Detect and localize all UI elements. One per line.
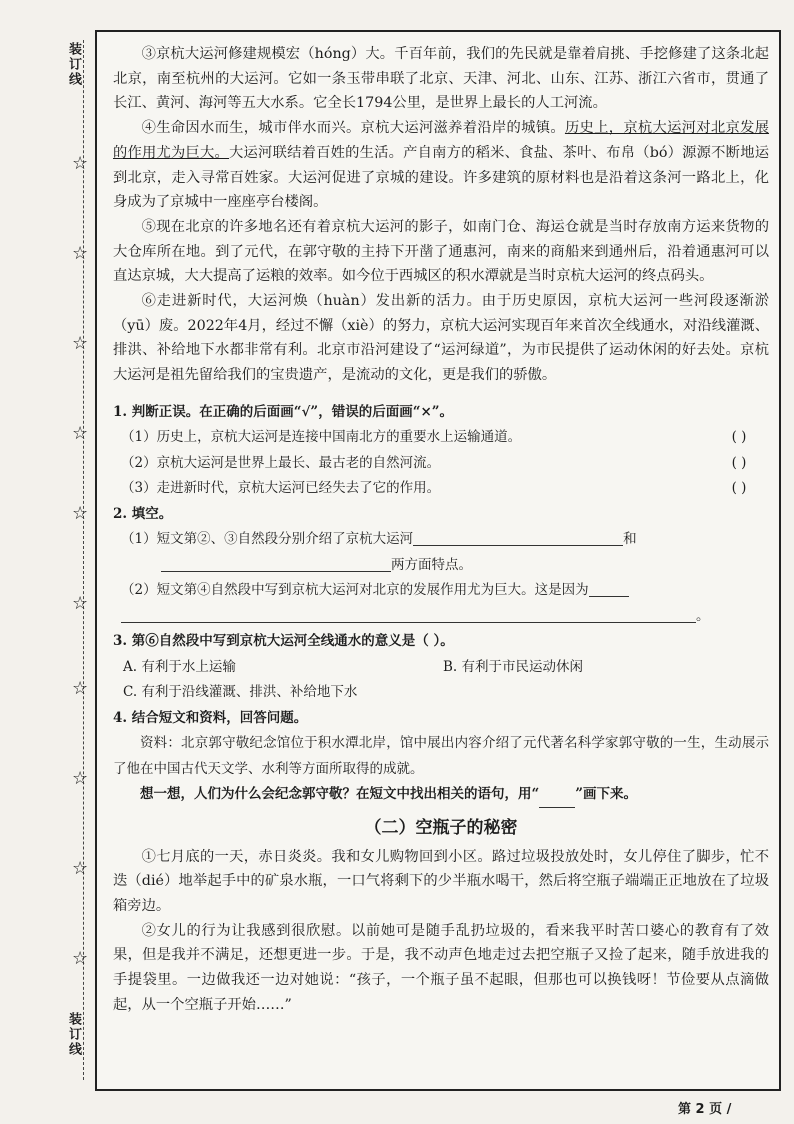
page-number: 第 2 页 / — [678, 1102, 732, 1117]
paragraph-4 — [113, 116, 769, 215]
paragraph-3: ③京杭大运河修建规模宏（hóng）大。千百年前，我们的先民就是靠着肩挑、手挖修建了这条北起北京，南至杭州的大运河。它如一条玉带串联了北京、天津、河北、山东、江苏、浙江六省市，贯通了长江、黄河、海河等五大水系。它全长1794公里，是世界上最长的人工河流。 — [113, 46, 769, 112]
question-2-line-4: 。 — [113, 604, 769, 630]
star-icon: ☆ — [72, 503, 89, 524]
question-1-item: （1）历史上，京杭大运河是连接中国南北方的重要水上运输通道。 ( ) — [113, 425, 769, 451]
star-icon: ☆ — [72, 593, 89, 614]
binding-dashed-line — [83, 40, 84, 1080]
star-icon: ☆ — [72, 768, 89, 789]
underlined-sentence: 历史上，京杭大运河对北京发展的作用尤为巨大。 — [113, 120, 770, 161]
question-2-line-3: （2）短文第④自然段中写到京杭大运河对北京的发展作用尤为巨大。这是因为 — [113, 578, 769, 604]
paragraph-5: ⑤现在北京的许多地名还有着京杭大运河的影子，如南门仓、海运仓就是当时存放南方运来货物的大仓库所在地。到了元代，在郭守敬的主持下开凿了通惠河，南来的商船来到通州后，沿着通惠河可以直达京城，大大提高了运粮的效率。如今位于西城区的积水潭就是当时京杭大运河的终点码头。 — [113, 218, 769, 285]
option-a[interactable]: A. 有利于水上运输 — [123, 658, 236, 675]
answer-blank[interactable] — [413, 527, 623, 546]
star-icon: ☆ — [72, 948, 89, 969]
star-icon: ☆ — [72, 153, 89, 174]
star-icon: ☆ — [72, 858, 89, 879]
answer-blank[interactable] — [121, 604, 696, 623]
question-3-title: 3. 第⑥自然段中写到京杭大运河全线通水的意义是（ ）。 — [113, 633, 454, 650]
question-3-options-row — [113, 655, 769, 681]
star-icon: ☆ — [72, 333, 89, 354]
question-3-options-row — [113, 680, 769, 706]
page-content — [113, 42, 769, 1017]
question-1-item: （2）京杭大运河是世界上最长、最古老的自然河流。 ( ) — [113, 451, 769, 477]
paragraph-6: ⑥走进新时代，大运河焕（huàn）发出新的活力。由于历史原因，京杭大运河一些河段逐渐淤（yū）废。2022年4月，经过不懈（xiè）的努力，京杭大运河实现百年来首次全线通水，对沿线灌溉、排洪、补给地下水都非常有利。北京市沿河建设了“运河绿道”，为市民提供了运动休闲的好去处。京杭大运河是祖先留给我们的宝贵遗产，是流动的文化，更是我们的骄傲。 — [113, 293, 769, 384]
answer-blank[interactable] — [589, 578, 629, 597]
paragraph-4-start: ④生命因水而生，城市伴水而兴。京杭大运河滋养着沿岸的城镇。 — [141, 120, 565, 137]
star-icon: ☆ — [72, 243, 89, 264]
question-2-title: 2. 填空。 — [113, 505, 173, 522]
question-4-prompt: 想一想，人们为什么会纪念郭守敬？在短文中找出相关的语句，用“ ”画下来。 — [113, 782, 769, 808]
question-4-title: 4. 结合短文和资料，回答问题。 — [113, 709, 308, 726]
paragraph-4-end: 大运河联结着百姓的生活。产自南方的稻米、食盐、茶叶、布帛（bó）源源不断地运到北京，走入寻常百姓家。大运河促进了京城的建设。许多建筑的原材料也是沿着这条河一路北上，化身成为了京城中一座座亭台楼阁。 — [113, 144, 769, 211]
answer-blank[interactable] — [161, 553, 391, 572]
underline-sample — [539, 793, 575, 808]
question-1-item: （3）走进新时代，京杭大运河已经失去了它的作用。 ( ) — [113, 476, 769, 502]
binding-margin — [0, 0, 95, 1124]
question-1-title: 1. 判断正误。在正确的后面画“√”，错误的后面画“×”。 — [113, 403, 454, 420]
passage-2-title: （二）空瓶子的秘密 — [364, 817, 518, 838]
answer-paren[interactable]: ( ) — [731, 480, 747, 497]
questions — [113, 400, 769, 808]
binding-label-top: 装订线 — [66, 42, 81, 87]
star-icon: ☆ — [72, 423, 89, 444]
question-2-line-2: 两方面特点。 — [113, 553, 769, 579]
answer-paren[interactable]: ( ) — [731, 429, 747, 446]
passage-2-paragraph-2: ②女儿的行为让我感到很欣慰。以前她可是随手乱扔垃圾的，看来我平时苦口婆心的教育有了效果，但是我并不满足，还想更进一步。于是，我不动声色地走过去把空瓶子又捡了起来，随手放进我的手提袋里。一边做我还一边对她说：“孩子，一个瓶子虽不起眼，但那也可以换钱呀！节俭要从点滴做起，从一个空瓶子开始……” — [113, 922, 769, 1013]
passage-2-paragraph-1: ①七月底的一天，赤日炎炎。我和女儿购物回到小区。路过垃圾投放处时，女儿停住了脚步，忙不迭（dié）地举起手中的矿泉水瓶，一口气将剩下的少半瓶水喝干，然后将空瓶子端端正正地放在了垃圾箱旁边。 — [113, 848, 769, 914]
question-2-line-1: （1）短文第②、③自然段分别介绍了京杭大运河 和 — [113, 527, 769, 553]
star-icon: ☆ — [72, 678, 89, 699]
option-b[interactable]: B. 有利于市民运动休闲 — [443, 658, 584, 675]
binding-label-bottom: 装订线 — [66, 1012, 81, 1057]
option-c[interactable]: C. 有利于沿线灌溉、排洪、补给地下水 — [123, 684, 358, 701]
question-4-material: 资料：北京郭守敬纪念馆位于积水潭北岸，馆中展出内容介绍了元代著名科学家郭守敬的一生，生动展示了他在中国古代天文学、水利等方面所取得的成就。 — [113, 735, 769, 777]
answer-paren[interactable]: ( ) — [731, 454, 747, 471]
